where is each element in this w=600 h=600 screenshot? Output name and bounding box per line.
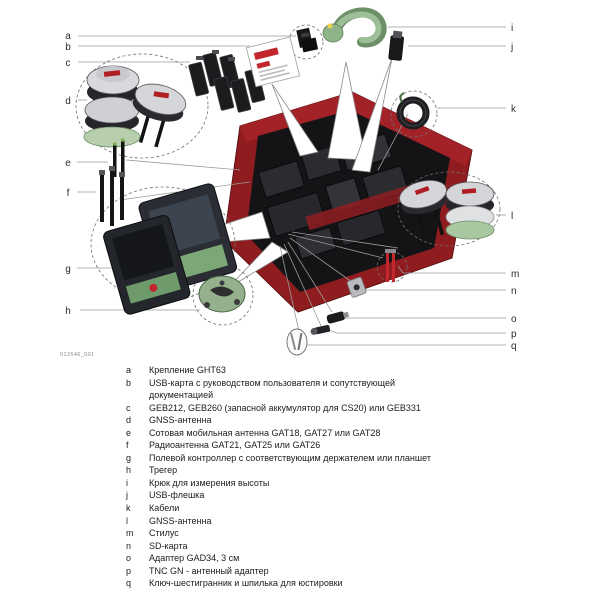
legend-text: GNSS-антенна [149, 415, 212, 426]
usb-stick-icon [388, 30, 404, 60]
legend-item-c [126, 402, 478, 415]
legend-item-m [126, 527, 478, 540]
legend-text: Ключ-шестигранник и шпилька для юстировки [149, 578, 343, 589]
callout-letter-f: f [66, 188, 70, 199]
legend-item-e [126, 427, 478, 440]
hex-key-icon [287, 329, 307, 355]
legend-letter: k [126, 503, 131, 514]
legend-text: Полевой контроллер с соответствующим держателем или планшет [149, 452, 431, 463]
callout-letter-h: h [65, 306, 71, 317]
legend-letter: p [126, 565, 132, 576]
callout-letter-m: m [511, 269, 520, 280]
legend-item-f [126, 439, 478, 452]
callout-letter-d: d [65, 96, 71, 107]
legend-letter: d [126, 415, 132, 426]
callout-letter-g: g [65, 264, 71, 275]
callout-letter-q: q [511, 341, 517, 352]
legend-text: TNC GN - антенный адаптер [149, 565, 269, 576]
legend-item-h [126, 464, 478, 477]
callout-letter-n: n [511, 286, 517, 297]
usb-doc-card-icon [246, 37, 299, 87]
legend-text: Радиоантенна GAT21, GAT25 или GAT26 [149, 440, 321, 451]
legend-letter: h [126, 465, 132, 476]
legend-text: GNSS-антенна [149, 515, 212, 526]
gad34-adapter-icon [326, 310, 350, 324]
legend-item-a [126, 364, 478, 377]
ght63-bracket-icon [296, 28, 318, 53]
tribrach-icon [199, 276, 245, 312]
legend-letter: n [126, 540, 132, 551]
legend-letter: c [126, 402, 131, 413]
legend-text: Трегер [149, 465, 178, 476]
legend-text: Крепление GHT63 [149, 365, 226, 375]
callout-letter-l: l [511, 211, 514, 222]
legend-letter: i [126, 477, 128, 488]
legend [126, 364, 478, 590]
legend-letter: q [126, 578, 132, 589]
legend-item-i [126, 477, 478, 490]
legend-letter: g [126, 452, 132, 463]
callout-letter-o: o [511, 314, 517, 325]
tnc-adapter-icon [310, 325, 331, 336]
radio-antenna-icon [99, 166, 125, 226]
legend-item-o [126, 552, 478, 565]
legend-letter: j [126, 490, 128, 501]
legend-text: Крюк для измерения высоты [149, 477, 270, 488]
callout-letter-p: p [511, 329, 517, 340]
legend-text: Кабели [149, 503, 180, 514]
legend-item-p [126, 565, 478, 578]
legend-text: USB-карта с руководством пользователя и сопутствующей документацией [149, 377, 395, 401]
legend-item-g [126, 452, 478, 465]
legend-item-j [126, 489, 478, 502]
figure-number: 012646_001 [60, 352, 95, 358]
legend-text: SD-карта [149, 540, 188, 551]
legend-item-k [126, 502, 478, 515]
callout-letter-c: c [65, 58, 71, 69]
legend-letter: l [126, 515, 128, 526]
legend-text: Сотовая мобильная антенна GAT18, GAT27 или GAT28 [149, 427, 381, 438]
legend-item-l [126, 515, 478, 528]
gnss-antenna-right-stack-icon [446, 182, 494, 239]
callout-letter-b: b [65, 42, 71, 53]
legend-letter: e [126, 427, 132, 438]
legend-letter: a [126, 365, 132, 375]
callout-letter-j: j [511, 42, 514, 53]
legend-item-d [126, 414, 478, 427]
legend-text: USB-флешка [149, 490, 205, 501]
legend-item-q [126, 577, 478, 590]
legend-text: Адаптер GAD34, 3 см [149, 553, 240, 564]
callout-letter-i: i [511, 23, 514, 34]
height-hook-icon [323, 12, 382, 42]
callout-letter-a: a [65, 31, 71, 42]
legend-letter: f [126, 440, 129, 451]
callout-letter-e: e [65, 158, 71, 169]
legend-item-n [126, 540, 478, 553]
callout-letter-k: k [511, 104, 516, 115]
legend-item-b [126, 377, 478, 402]
legend-letter: o [126, 553, 132, 564]
legend-letter: b [126, 377, 132, 388]
legend-text: GEB212, GEB260 (запасной аккумулятор для CS20) или GEB331 [149, 402, 421, 413]
gnss-antenna-stack-icon [84, 66, 140, 147]
legend-letter: m [126, 528, 134, 539]
legend-text: Стилус [149, 528, 179, 539]
